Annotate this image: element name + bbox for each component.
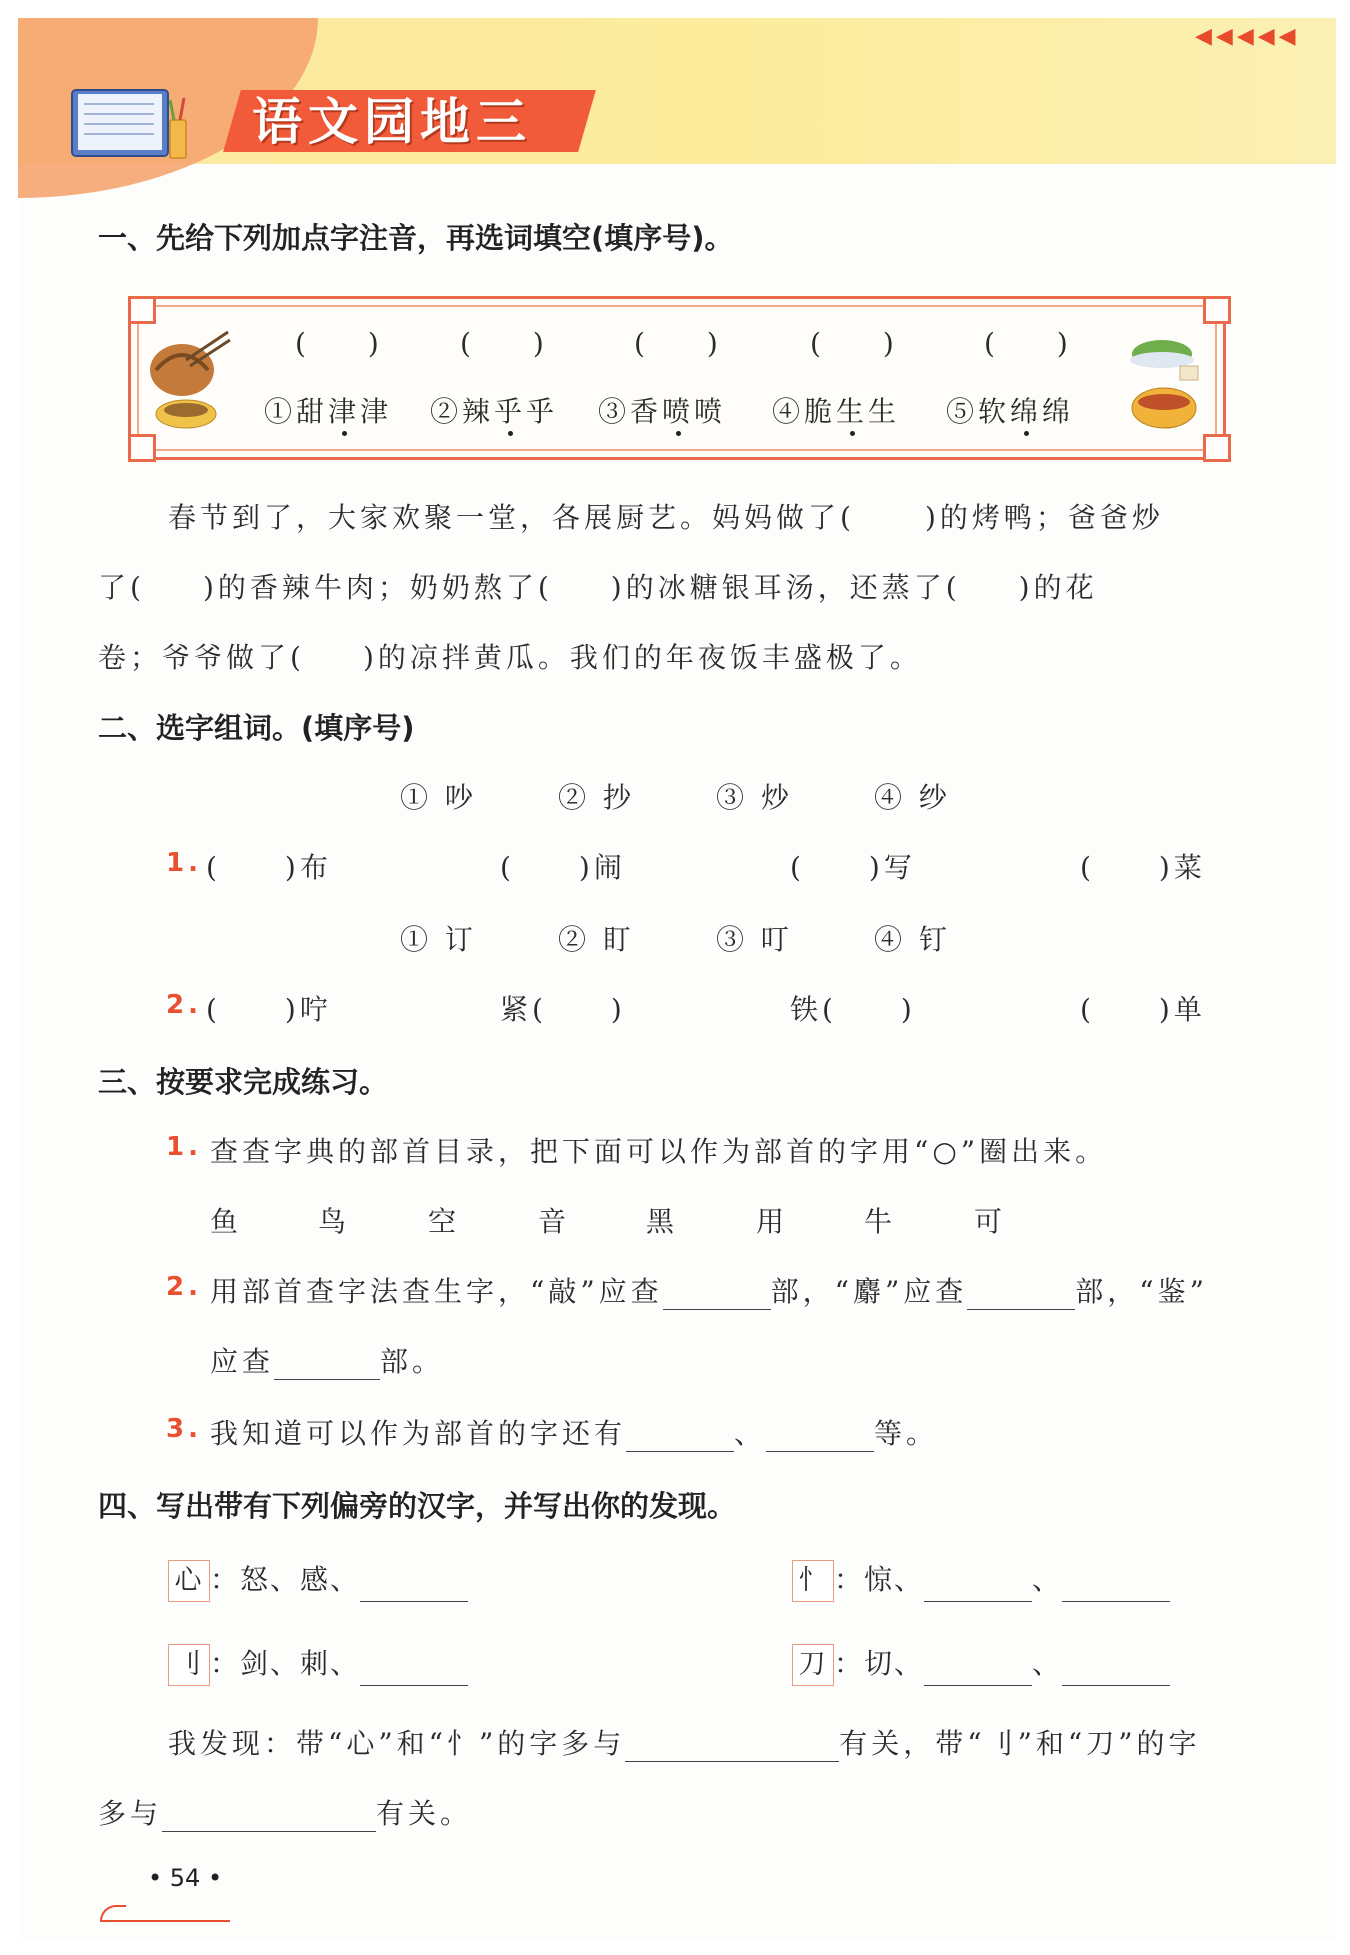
answer-blank[interactable] xyxy=(1062,1651,1170,1686)
radical-char[interactable]: 可 xyxy=(974,1205,1007,1238)
q2-option: ② 抄 xyxy=(558,781,635,814)
q2-word-blank[interactable]: ( )单 xyxy=(1080,993,1206,1026)
frame-corner xyxy=(1203,296,1231,324)
radical-char[interactable]: 牛 xyxy=(864,1205,897,1238)
answer-blank[interactable] xyxy=(360,1567,468,1602)
frame-corner xyxy=(128,296,156,324)
q1-heading: 一、先给下列加点字注音，再选词填空(填序号)。 xyxy=(98,221,734,255)
answer-blank[interactable] xyxy=(663,1275,771,1310)
arrows-decoration: ◀◀◀◀◀ xyxy=(1195,24,1300,49)
q3-item2-line1: 用部首查字法查生字，“敲”应查 部，“麝”应查 部，“鉴” xyxy=(210,1275,1208,1308)
finding-line2: 多与 有关。 xyxy=(98,1797,473,1830)
q3-item2-line2: 应查 部。 xyxy=(210,1345,445,1378)
frame-corner xyxy=(1203,434,1231,462)
answer-blank[interactable] xyxy=(924,1651,1032,1686)
q3-heading: 三、按要求完成练习。 xyxy=(98,1065,389,1099)
q2-heading: 二、选字组词。(填序号) xyxy=(98,711,415,745)
q4-heading: 四、写出带有下列偏旁的汉字，并写出你的发现。 xyxy=(98,1489,737,1523)
q2-option: ④ 钉 xyxy=(874,923,951,956)
word-option-5: ⑤软绵绵 xyxy=(946,395,1075,428)
radical-row-shuxin: 忄 ：惊、 、 xyxy=(792,1558,1170,1602)
radical-char[interactable]: 用 xyxy=(756,1205,789,1238)
q2-word-blank[interactable]: ( )布 xyxy=(206,851,332,884)
q2-option: ③ 叮 xyxy=(716,923,793,956)
pinyin-blank[interactable]: ( ) xyxy=(984,327,1070,360)
radical-row-lidao: 刂 ：剑、刺、 xyxy=(168,1642,468,1686)
item-number: 1. xyxy=(166,848,202,878)
q2-word-blank[interactable]: ( )写 xyxy=(790,851,916,884)
q3-item1-text: 查查字典的部首目录，把下面可以作为部首的字用“○”圈出来。 xyxy=(210,1135,1108,1168)
item-number: 3. xyxy=(166,1414,202,1444)
dotted-char: 津 xyxy=(328,395,361,428)
word-option-2: ②辣乎乎 xyxy=(430,395,559,428)
item-number: 1. xyxy=(166,1132,202,1162)
dotted-char: 乎 xyxy=(494,395,527,428)
q2-option: ④ 纱 xyxy=(874,781,951,814)
dotted-char: 生 xyxy=(836,395,869,428)
radical-char[interactable]: 空 xyxy=(428,1205,461,1238)
item-number: 2. xyxy=(166,1272,202,1302)
radical-row-xin: 心 ：怒、感、 xyxy=(168,1558,468,1602)
q1-paragraph-line3: 卷；爷爷做了( )的凉拌黄瓜。我们的年夜饭丰盛极了。 xyxy=(98,641,922,674)
page-number: • 54 • xyxy=(148,1864,223,1892)
q3-item3: 我知道可以作为部首的字还有 、 等。 xyxy=(210,1417,939,1450)
answer-blank[interactable] xyxy=(360,1651,468,1686)
radical-char[interactable]: 音 xyxy=(538,1205,571,1238)
notebook-icon xyxy=(70,86,190,166)
answer-blank[interactable] xyxy=(766,1417,874,1452)
q1-paragraph-line1: 春节到了，大家欢聚一堂，各展厨艺。妈妈做了( )的烤鸭；爸爸炒 xyxy=(168,501,1164,534)
q2-option: ② 盯 xyxy=(558,923,635,956)
answer-blank[interactable] xyxy=(162,1797,376,1832)
radical-char[interactable]: 鱼 xyxy=(210,1205,243,1238)
radical-box: 心 xyxy=(168,1560,210,1602)
answer-blank[interactable] xyxy=(924,1567,1032,1602)
pinyin-blank[interactable]: ( ) xyxy=(634,327,720,360)
page-title: 语文园地三 xyxy=(252,93,532,151)
pinyin-blank[interactable]: ( ) xyxy=(295,327,381,360)
q2-option: ① 吵 xyxy=(400,781,477,814)
radical-char[interactable]: 鸟 xyxy=(318,1205,351,1238)
item-number: 2. xyxy=(166,990,202,1020)
q2-word-blank[interactable]: ( )咛 xyxy=(206,993,332,1026)
q2-option: ① 订 xyxy=(400,923,477,956)
answer-blank[interactable] xyxy=(274,1345,380,1380)
noodle-bowl-illustration xyxy=(146,330,232,434)
q2-word-blank[interactable]: 铁( ) xyxy=(790,993,916,1026)
word-option-4: ④脆生生 xyxy=(772,395,901,428)
radical-char[interactable]: 黑 xyxy=(646,1205,679,1238)
q1-paragraph-line2: 了( )的香辣牛肉；奶奶熬了( )的冰糖银耳汤，还蒸了( )的花 xyxy=(98,571,1098,604)
pinyin-blank[interactable]: ( ) xyxy=(460,327,546,360)
radical-box: 刀 xyxy=(792,1644,834,1686)
radical-box: 刂 xyxy=(168,1644,210,1686)
answer-blank[interactable] xyxy=(1062,1567,1170,1602)
dotted-char: 绵 xyxy=(1010,395,1043,428)
q2-option: ③ 炒 xyxy=(716,781,793,814)
word-option-3: ③香喷喷 xyxy=(598,395,727,428)
radical-row-dao: 刀 ：切、 、 xyxy=(792,1642,1170,1686)
answer-blank[interactable] xyxy=(626,1417,734,1452)
dotted-char: 喷 xyxy=(662,395,695,428)
finding-line1: 我发现：带“心”和“忄”的字多与 有关，带“刂”和“刀”的字 xyxy=(168,1727,1201,1760)
word-option-1: ①甜津津 xyxy=(264,395,393,428)
dish-illustration xyxy=(1128,330,1208,434)
answer-blank[interactable] xyxy=(967,1275,1075,1310)
q2-word-blank[interactable]: ( )闹 xyxy=(500,851,626,884)
q2-word-blank[interactable]: 紧( ) xyxy=(500,993,626,1026)
answer-blank[interactable] xyxy=(625,1727,839,1762)
pinyin-blank[interactable]: ( ) xyxy=(810,327,896,360)
radical-box: 忄 xyxy=(792,1560,834,1602)
q2-word-blank[interactable]: ( )菜 xyxy=(1080,851,1206,884)
frame-corner xyxy=(128,434,156,462)
